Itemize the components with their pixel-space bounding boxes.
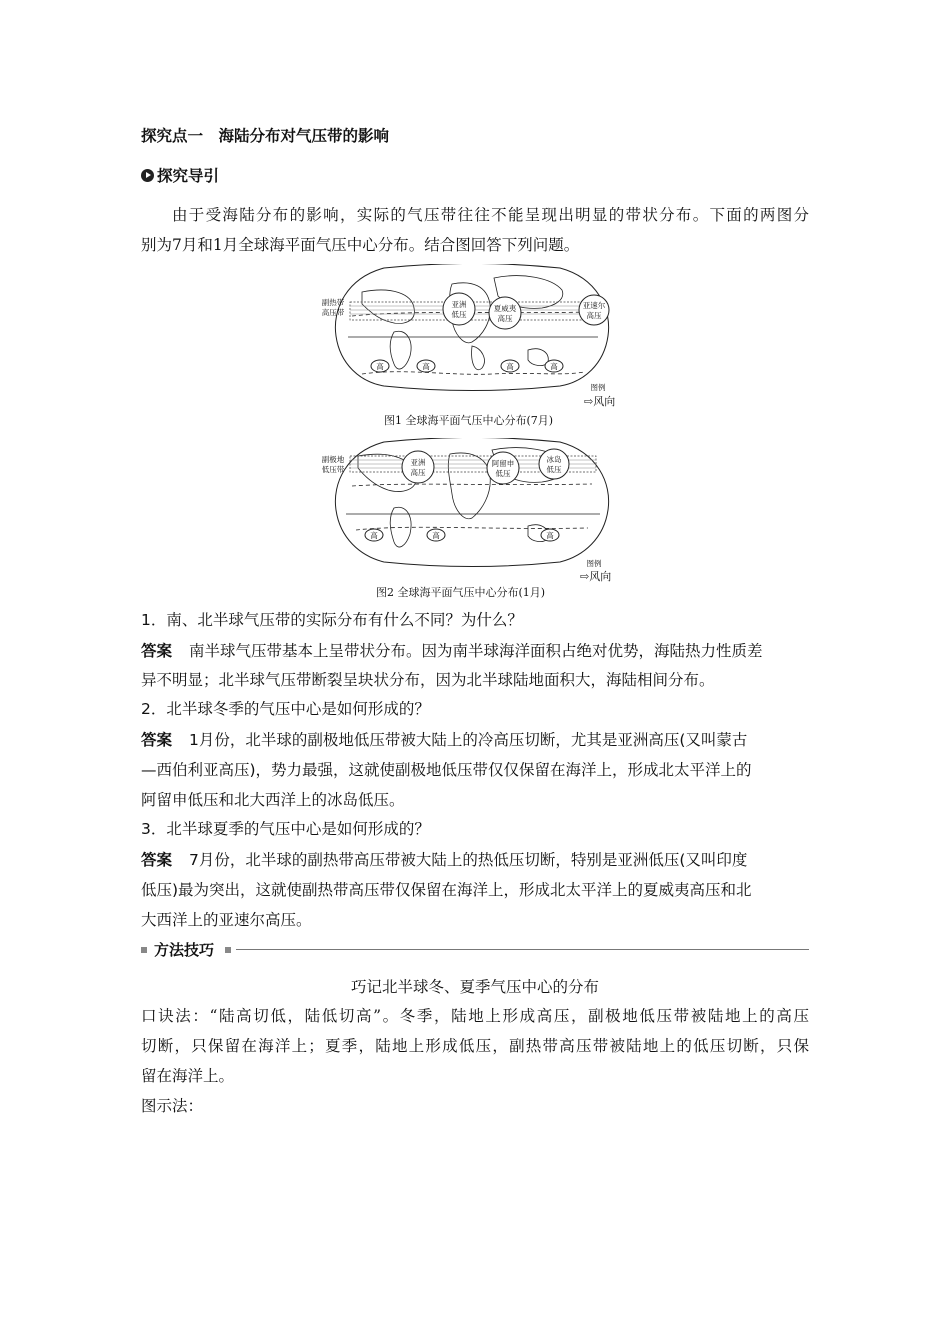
method-title: 巧记北半球冬、夏季气压中心的分布 bbox=[350, 978, 599, 996]
fig2-center-1-l2: 高压 bbox=[410, 468, 426, 477]
intro-line-1: 由于受海陆分布的影响，实际的气压带往往不能呈现出明显的带状分布。下面的两图分 bbox=[172, 206, 809, 224]
diagram-label: 图示法： bbox=[141, 1097, 204, 1115]
fig2-center-2-l2: 低压 bbox=[495, 469, 511, 478]
answer-label: 答案 bbox=[141, 642, 173, 660]
fig1-high-3: 高 bbox=[506, 362, 514, 371]
q3-question: 3．北半球夏季的气压中心是如何形成的？ bbox=[141, 820, 430, 838]
fig1-center-1-l1: 亚洲 bbox=[451, 300, 467, 309]
play-icon bbox=[141, 169, 154, 182]
fig1-center-3-l2: 高压 bbox=[586, 311, 602, 320]
section-title: 探究点一 海陆分布对气压带的影响 bbox=[141, 127, 390, 145]
figure-1-map bbox=[322, 264, 622, 392]
fig2-center-3-l2: 低压 bbox=[546, 465, 562, 474]
fig2-center-2-l1: 阿留申 bbox=[491, 459, 515, 468]
fig1-legend-title: 图例 bbox=[590, 383, 606, 392]
fig2-legend-title: 图例 bbox=[586, 559, 602, 568]
method-line-2: 切断，只保留在海洋上；夏季，陆地上形成低压，副热带高压带被陆地上的低压切断，只保 bbox=[141, 1037, 809, 1055]
answer-label: 答案 bbox=[141, 731, 173, 749]
method-heading-bar bbox=[141, 940, 809, 960]
wind-arrow-icon: ⇨ bbox=[584, 395, 594, 408]
fig1-legend bbox=[584, 393, 615, 409]
fig2-side-label-1: 副极地 bbox=[322, 455, 345, 464]
fig1-side-label-2: 高压带 bbox=[322, 308, 345, 317]
fig1-high-4: 高 bbox=[550, 362, 558, 371]
q2-question: 2．北半球冬季的气压中心是如何形成的？ bbox=[141, 700, 430, 718]
fig2-center-3-l1: 冰岛 bbox=[546, 455, 562, 464]
q3-answer-line-1: 答案 7月份，北半球的副热带高压带被大陆上的热低压切断，特别是亚洲低压(又叫印度 bbox=[141, 851, 748, 869]
method-heading: 方法技巧 bbox=[154, 941, 215, 959]
fig1-center-1-l2: 低压 bbox=[451, 310, 467, 319]
fig1-legend-wind: 风向 bbox=[593, 395, 616, 408]
q3-answer-line-2: 低压)最为突出，这就使副热带高压带仅保留在海洋上，形成北太平洋上的夏威夷高压和北 bbox=[141, 881, 752, 899]
q1-question: 1．南、北半球气压带的实际分布有什么不同？为什么？ bbox=[141, 611, 523, 629]
square-bullet-icon bbox=[141, 947, 147, 953]
fig1-center-2-l1: 夏威夷 bbox=[493, 304, 517, 313]
wind-arrow-icon: ⇨ bbox=[580, 570, 590, 583]
fig2-side-label-2: 低压带 bbox=[322, 465, 345, 474]
q2-answer-line-3: 阿留申低压和北大西洋上的冰岛低压。 bbox=[141, 791, 405, 809]
fig2-caption: 图2 全球海平面气压中心分布(1月) bbox=[376, 586, 546, 599]
fig2-high-1: 高 bbox=[370, 531, 378, 540]
divider bbox=[236, 949, 809, 950]
q2-answer-line-2: —西伯利亚高压)，势力最强，这就使副极地低压带仅仅保留在海洋上，形成北太平洋上的 bbox=[141, 761, 752, 779]
fig1-high-2: 高 bbox=[422, 362, 430, 371]
q1-answer-line-1: 答案 南半球气压带基本上呈带状分布。因为南半球海洋面积占绝对优势，海陆热力性质差 bbox=[141, 642, 763, 660]
fig1-side-label-1: 副热带 bbox=[322, 298, 345, 307]
method-line-1: 口诀法：“陆高切低，陆低切高”。冬季，陆地上形成高压，副极地低压带被陆地上的高压 bbox=[141, 1007, 809, 1025]
fig1-center-2-l2: 高压 bbox=[497, 314, 513, 323]
fig1-high-1: 高 bbox=[376, 362, 384, 371]
figure-2-map bbox=[322, 438, 622, 570]
q1-answer-line-2: 异不明显；北半球气压带断裂呈块状分布，因为北半球陆地面积大，海陆相间分布。 bbox=[141, 671, 715, 689]
q3-answer-line-3: 大西洋上的亚速尔高压。 bbox=[141, 911, 312, 929]
fig2-legend bbox=[580, 568, 611, 584]
fig2-center-1-l1: 亚洲 bbox=[410, 458, 426, 467]
guide-heading bbox=[141, 166, 219, 186]
fig1-caption: 图1 全球海平面气压中心分布(7月) bbox=[384, 414, 554, 427]
method-line-3: 留在海洋上。 bbox=[141, 1067, 235, 1085]
square-bullet-icon bbox=[225, 947, 231, 953]
answer-label: 答案 bbox=[141, 851, 173, 869]
fig2-legend-wind: 风向 bbox=[589, 570, 612, 583]
fig2-high-3: 高 bbox=[546, 531, 554, 540]
intro-line-2: 别为7月和1月全球海平面气压中心分布。结合图回答下列问题。 bbox=[141, 236, 580, 254]
fig1-center-3-l1: 亚速尔 bbox=[582, 301, 606, 310]
q2-answer-line-1: 答案 1月份，北半球的副极地低压带被大陆上的冷高压切断，尤其是亚洲高压(又叫蒙古 bbox=[141, 731, 748, 749]
guide-heading-label: 探究导引 bbox=[157, 167, 220, 185]
fig2-high-2: 高 bbox=[432, 531, 440, 540]
